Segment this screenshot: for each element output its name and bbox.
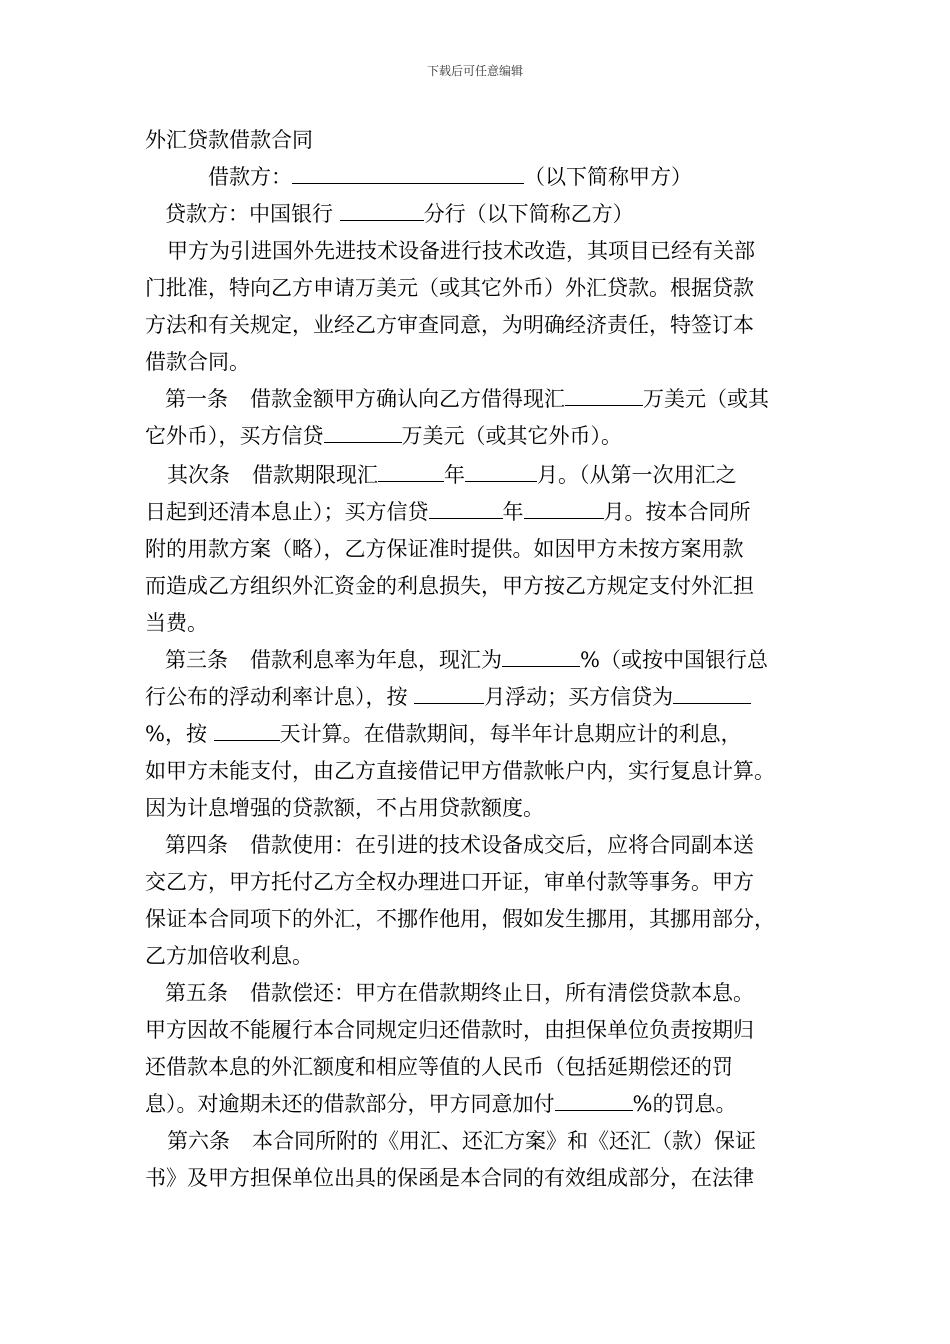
article-2: 其次条 借款期限现汇 年 月。（从第一次用汇之 日起到还清本息止）；买方信贷 年 月。按本合同所 附的用款方案（略），乙方保证准时提供。如因甲方未按方案用款 而造成乙方组织外汇资金的利息损失，甲方按乙方规定支付外汇担 当费。 [145,463,754,635]
contract-document [145,122,815,1197]
credit-years-blank[interactable] [429,498,503,519]
lender-label: 贷款方：中国银行 [165,202,333,226]
buyer-credit-amount-blank[interactable] [324,422,402,443]
day-count-blank[interactable] [214,720,280,741]
page-header: 下载后可任意编辑 [426,64,523,78]
article-number: 第一条 [165,387,228,411]
cash-amount-blank[interactable] [565,385,643,406]
intro-line: 借款合同。 [145,350,250,374]
article-6: 第六条 本合同所附的《用汇、还汇方案》和《还汇（款）保证 书》及甲方担保单位出具的保函是本合同的有效组成部分，在法律 [145,1129,756,1190]
article-number: 第四条 [165,833,228,857]
document-title: 外汇贷款借款合同 [145,128,313,152]
penalty-rate-blank[interactable] [555,1090,633,1111]
article-1: 第一条 借款金额甲方确认向乙方借得现汇 万美元（或其 它外币），买方信贷 万美元（或其它外币）。 [145,387,769,448]
borrower-suffix: （以下简称甲方） [524,165,692,189]
article-5: 第五条 借款偿还：甲方在借款期终止日，所有清偿贷款本息。 甲方因故不能履行本合同规定归还借款时，由担保单位负责按期归 还借款本息的外汇额度和相应等值的人民币（包括延期偿还的罚 息）。对逾期未还的借款部分，甲方同意加付 %的罚息。 [145,981,754,1116]
branch-blank[interactable] [340,200,424,221]
article-number: 其次条 [167,463,230,487]
float-months-blank[interactable] [414,683,484,704]
article-4: 第四条 借款使用：在引进的技术设备成交后，应将合同副本送 交乙方，甲方托付乙方全权办理进口开证，审单付款等事务。甲方 保证本合同项下的外汇，不挪作他用，假如发生挪用，其挪用部分， 乙方加倍收利息。 [145,833,775,968]
credit-rate-blank[interactable] [673,683,751,704]
cash-months-blank[interactable] [465,461,537,482]
borrower-label: 借款方： [208,165,292,189]
intro-paragraph [145,233,815,381]
cash-years-blank[interactable] [378,461,444,482]
article-number: 第三条 [165,648,228,672]
article-number: 第六条 [167,1129,230,1153]
lender-line [145,196,815,233]
borrower-name-blank[interactable] [292,163,524,184]
lender-suffix: 分行（以下简称乙方） [423,202,634,226]
cash-rate-blank[interactable] [502,646,580,667]
credit-months-blank[interactable] [524,498,604,519]
article-3: 第三条 借款利息率为年息，现汇为 %（或按中国银行总 行公布的浮动利率计息），按 月浮动；买方信贷为 %，按 天计算。在借款期间，每半年计息期应计的利息， 如甲方未能支付，由乙方直接借记甲方借款帐户内，实行复息计算。 因为计息增强的贷款额，不占用贷款额度。 [145,648,775,820]
intro-line: 门批准，特向乙方申请万美元（或其它外币）外汇贷款。根据贷款 [145,276,754,300]
borrower-line [145,159,815,196]
intro-line: 方法和有关规定，业经乙方审查同意，为明确经济责任，特签订本 [145,313,754,337]
intro-line: 甲方为引进国外先进技术设备进行技术改造，其项目已经有关部 [167,239,755,263]
article-number: 第五条 [165,981,228,1005]
